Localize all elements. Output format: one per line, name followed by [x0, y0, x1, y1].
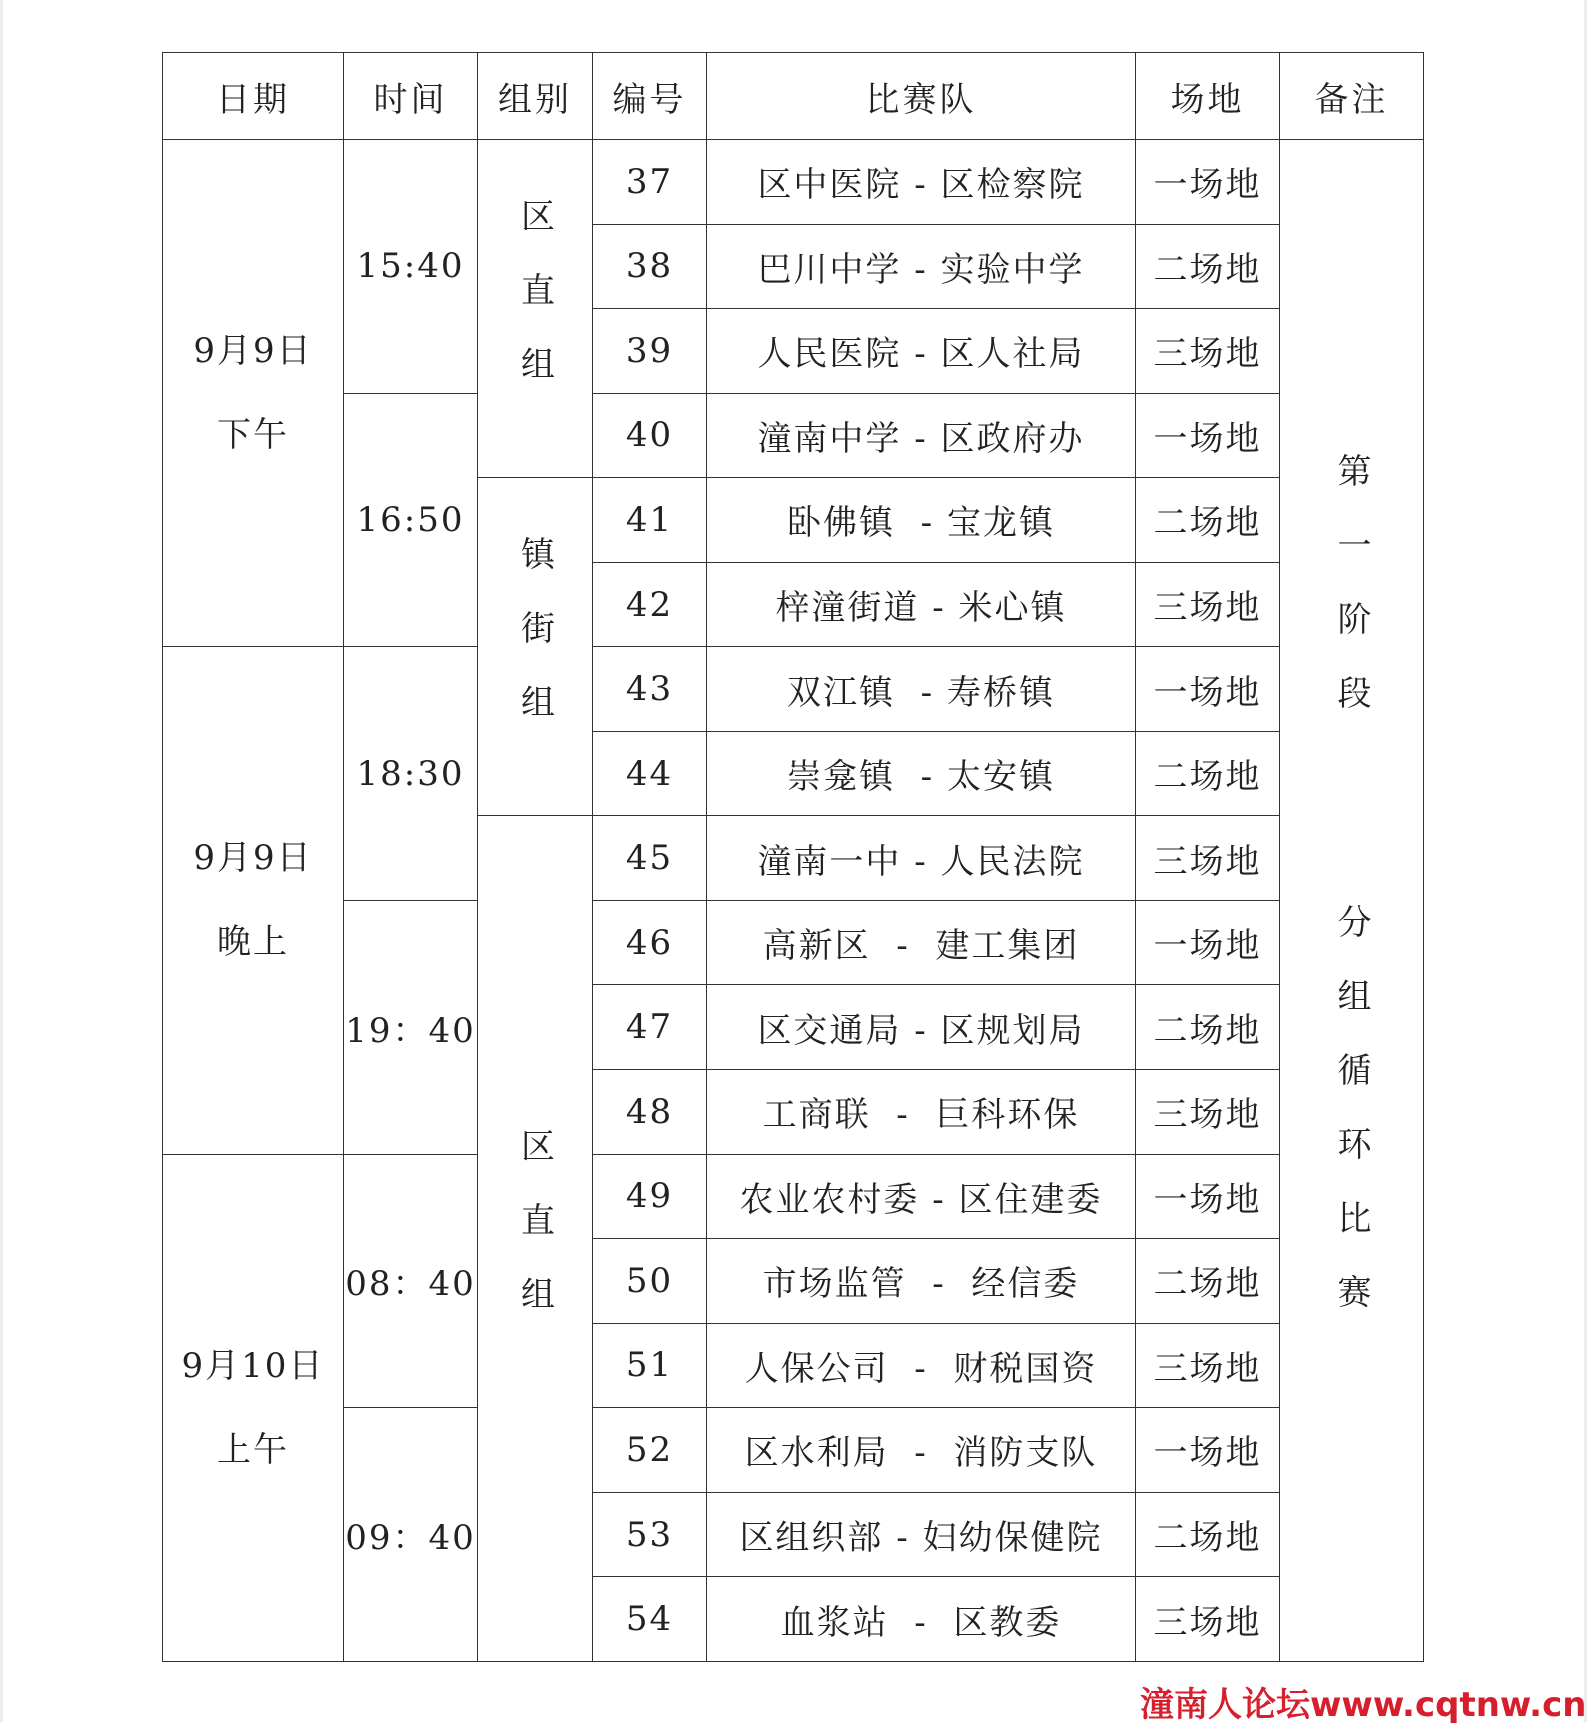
group-cell — [478, 816, 593, 1661]
match-venue: 一场地 — [1136, 1408, 1280, 1493]
group-cell — [478, 478, 593, 816]
header-date: 日期 — [163, 53, 344, 140]
header-number: 编号 — [593, 53, 707, 140]
remark-format: 分组循环比赛 — [1331, 903, 1371, 1348]
match-number: 42 — [593, 563, 707, 648]
match-venue: 一场地 — [1136, 647, 1280, 732]
match-number: 43 — [593, 647, 707, 732]
match-number: 48 — [593, 1070, 707, 1155]
period-line: 晚上 — [217, 922, 289, 963]
match-venue: 三场地 — [1136, 1324, 1280, 1409]
period-line: 下午 — [217, 415, 289, 456]
match-number: 37 — [593, 140, 707, 225]
header-remarks: 备注 — [1280, 53, 1424, 140]
watermark-text: 潼南人论坛www.cqtnw.cn — [1140, 1685, 1587, 1725]
date-cell — [163, 1155, 344, 1662]
remarks-cell — [1280, 140, 1424, 1662]
match-number: 44 — [593, 732, 707, 817]
match-venue: 二场地 — [1136, 732, 1280, 817]
match-teams: 工商联 - 巨科环保 — [707, 1070, 1136, 1155]
header-group: 组别 — [478, 53, 593, 140]
match-teams: 潼南一中 - 人民法院 — [707, 816, 1136, 901]
match-venue: 二场地 — [1136, 985, 1280, 1070]
date-line: 9月9日 — [193, 331, 313, 372]
match-number: 38 — [593, 225, 707, 310]
match-venue: 二场地 — [1136, 478, 1280, 563]
match-teams: 区交通局 - 区规划局 — [707, 985, 1136, 1070]
match-venue: 二场地 — [1136, 225, 1280, 310]
match-number: 45 — [593, 816, 707, 901]
match-teams: 崇龛镇 - 太安镇 — [707, 732, 1136, 817]
match-teams: 人民医院 - 区人社局 — [707, 309, 1136, 394]
remark-stage: 第一阶段 — [1331, 452, 1371, 749]
match-number: 46 — [593, 901, 707, 986]
date-line: 9月9日 — [193, 838, 313, 879]
match-venue: 三场地 — [1136, 1070, 1280, 1155]
match-number: 50 — [593, 1239, 707, 1324]
match-teams: 区中医院 - 区检察院 — [707, 140, 1136, 225]
match-number: 49 — [593, 1155, 707, 1240]
match-venue: 三场地 — [1136, 309, 1280, 394]
match-number: 51 — [593, 1324, 707, 1409]
match-number: 40 — [593, 394, 707, 479]
date-cell — [163, 140, 344, 647]
match-number: 54 — [593, 1577, 707, 1662]
period-line: 上午 — [217, 1429, 289, 1470]
date-line: 9月10日 — [181, 1345, 325, 1386]
match-venue: 二场地 — [1136, 1493, 1280, 1578]
match-teams: 双江镇 - 寿桥镇 — [707, 647, 1136, 732]
match-number: 39 — [593, 309, 707, 394]
match-teams: 血浆站 - 区教委 — [707, 1577, 1136, 1662]
match-venue: 一场地 — [1136, 140, 1280, 225]
match-venue: 一场地 — [1136, 394, 1280, 479]
match-teams: 人保公司 - 财税国资 — [707, 1324, 1136, 1409]
match-teams: 高新区 - 建工集团 — [707, 901, 1136, 986]
match-teams: 农业农村委 - 区住建委 — [707, 1155, 1136, 1240]
match-venue: 一场地 — [1136, 1155, 1280, 1240]
group-label: 区直组 — [514, 1127, 555, 1350]
schedule-table — [162, 52, 1424, 1662]
date-cell — [163, 647, 344, 1154]
match-venue: 一场地 — [1136, 901, 1280, 986]
match-number: 41 — [593, 478, 707, 563]
match-teams: 卧佛镇 - 宝龙镇 — [707, 478, 1136, 563]
time-cell: 15:40 — [344, 140, 478, 394]
time-cell: 16:50 — [344, 394, 478, 648]
group-label: 镇街组 — [514, 535, 555, 758]
match-venue: 三场地 — [1136, 1577, 1280, 1662]
page-edge-left — [0, 0, 3, 1722]
group-cell — [478, 140, 593, 478]
time-cell: 19：40 — [344, 901, 478, 1155]
match-teams: 梓潼街道 - 米心镇 — [707, 563, 1136, 648]
match-venue: 三场地 — [1136, 563, 1280, 648]
header-teams: 比赛队 — [707, 53, 1136, 140]
time-cell: 09：40 — [344, 1408, 478, 1662]
match-number: 52 — [593, 1408, 707, 1493]
group-label: 区直组 — [514, 197, 555, 420]
time-cell: 08：40 — [344, 1155, 478, 1409]
header-venue: 场地 — [1136, 53, 1280, 140]
match-venue: 三场地 — [1136, 816, 1280, 901]
match-teams: 市场监管 - 经信委 — [707, 1239, 1136, 1324]
match-teams: 区组织部 - 妇幼保健院 — [707, 1493, 1136, 1578]
match-teams: 区水利局 - 消防支队 — [707, 1408, 1136, 1493]
match-number: 47 — [593, 985, 707, 1070]
match-teams: 潼南中学 - 区政府办 — [707, 394, 1136, 479]
header-time: 时间 — [344, 53, 478, 140]
match-venue: 二场地 — [1136, 1239, 1280, 1324]
time-cell: 18:30 — [344, 647, 478, 901]
match-teams: 巴川中学 - 实验中学 — [707, 225, 1136, 310]
match-number: 53 — [593, 1493, 707, 1578]
